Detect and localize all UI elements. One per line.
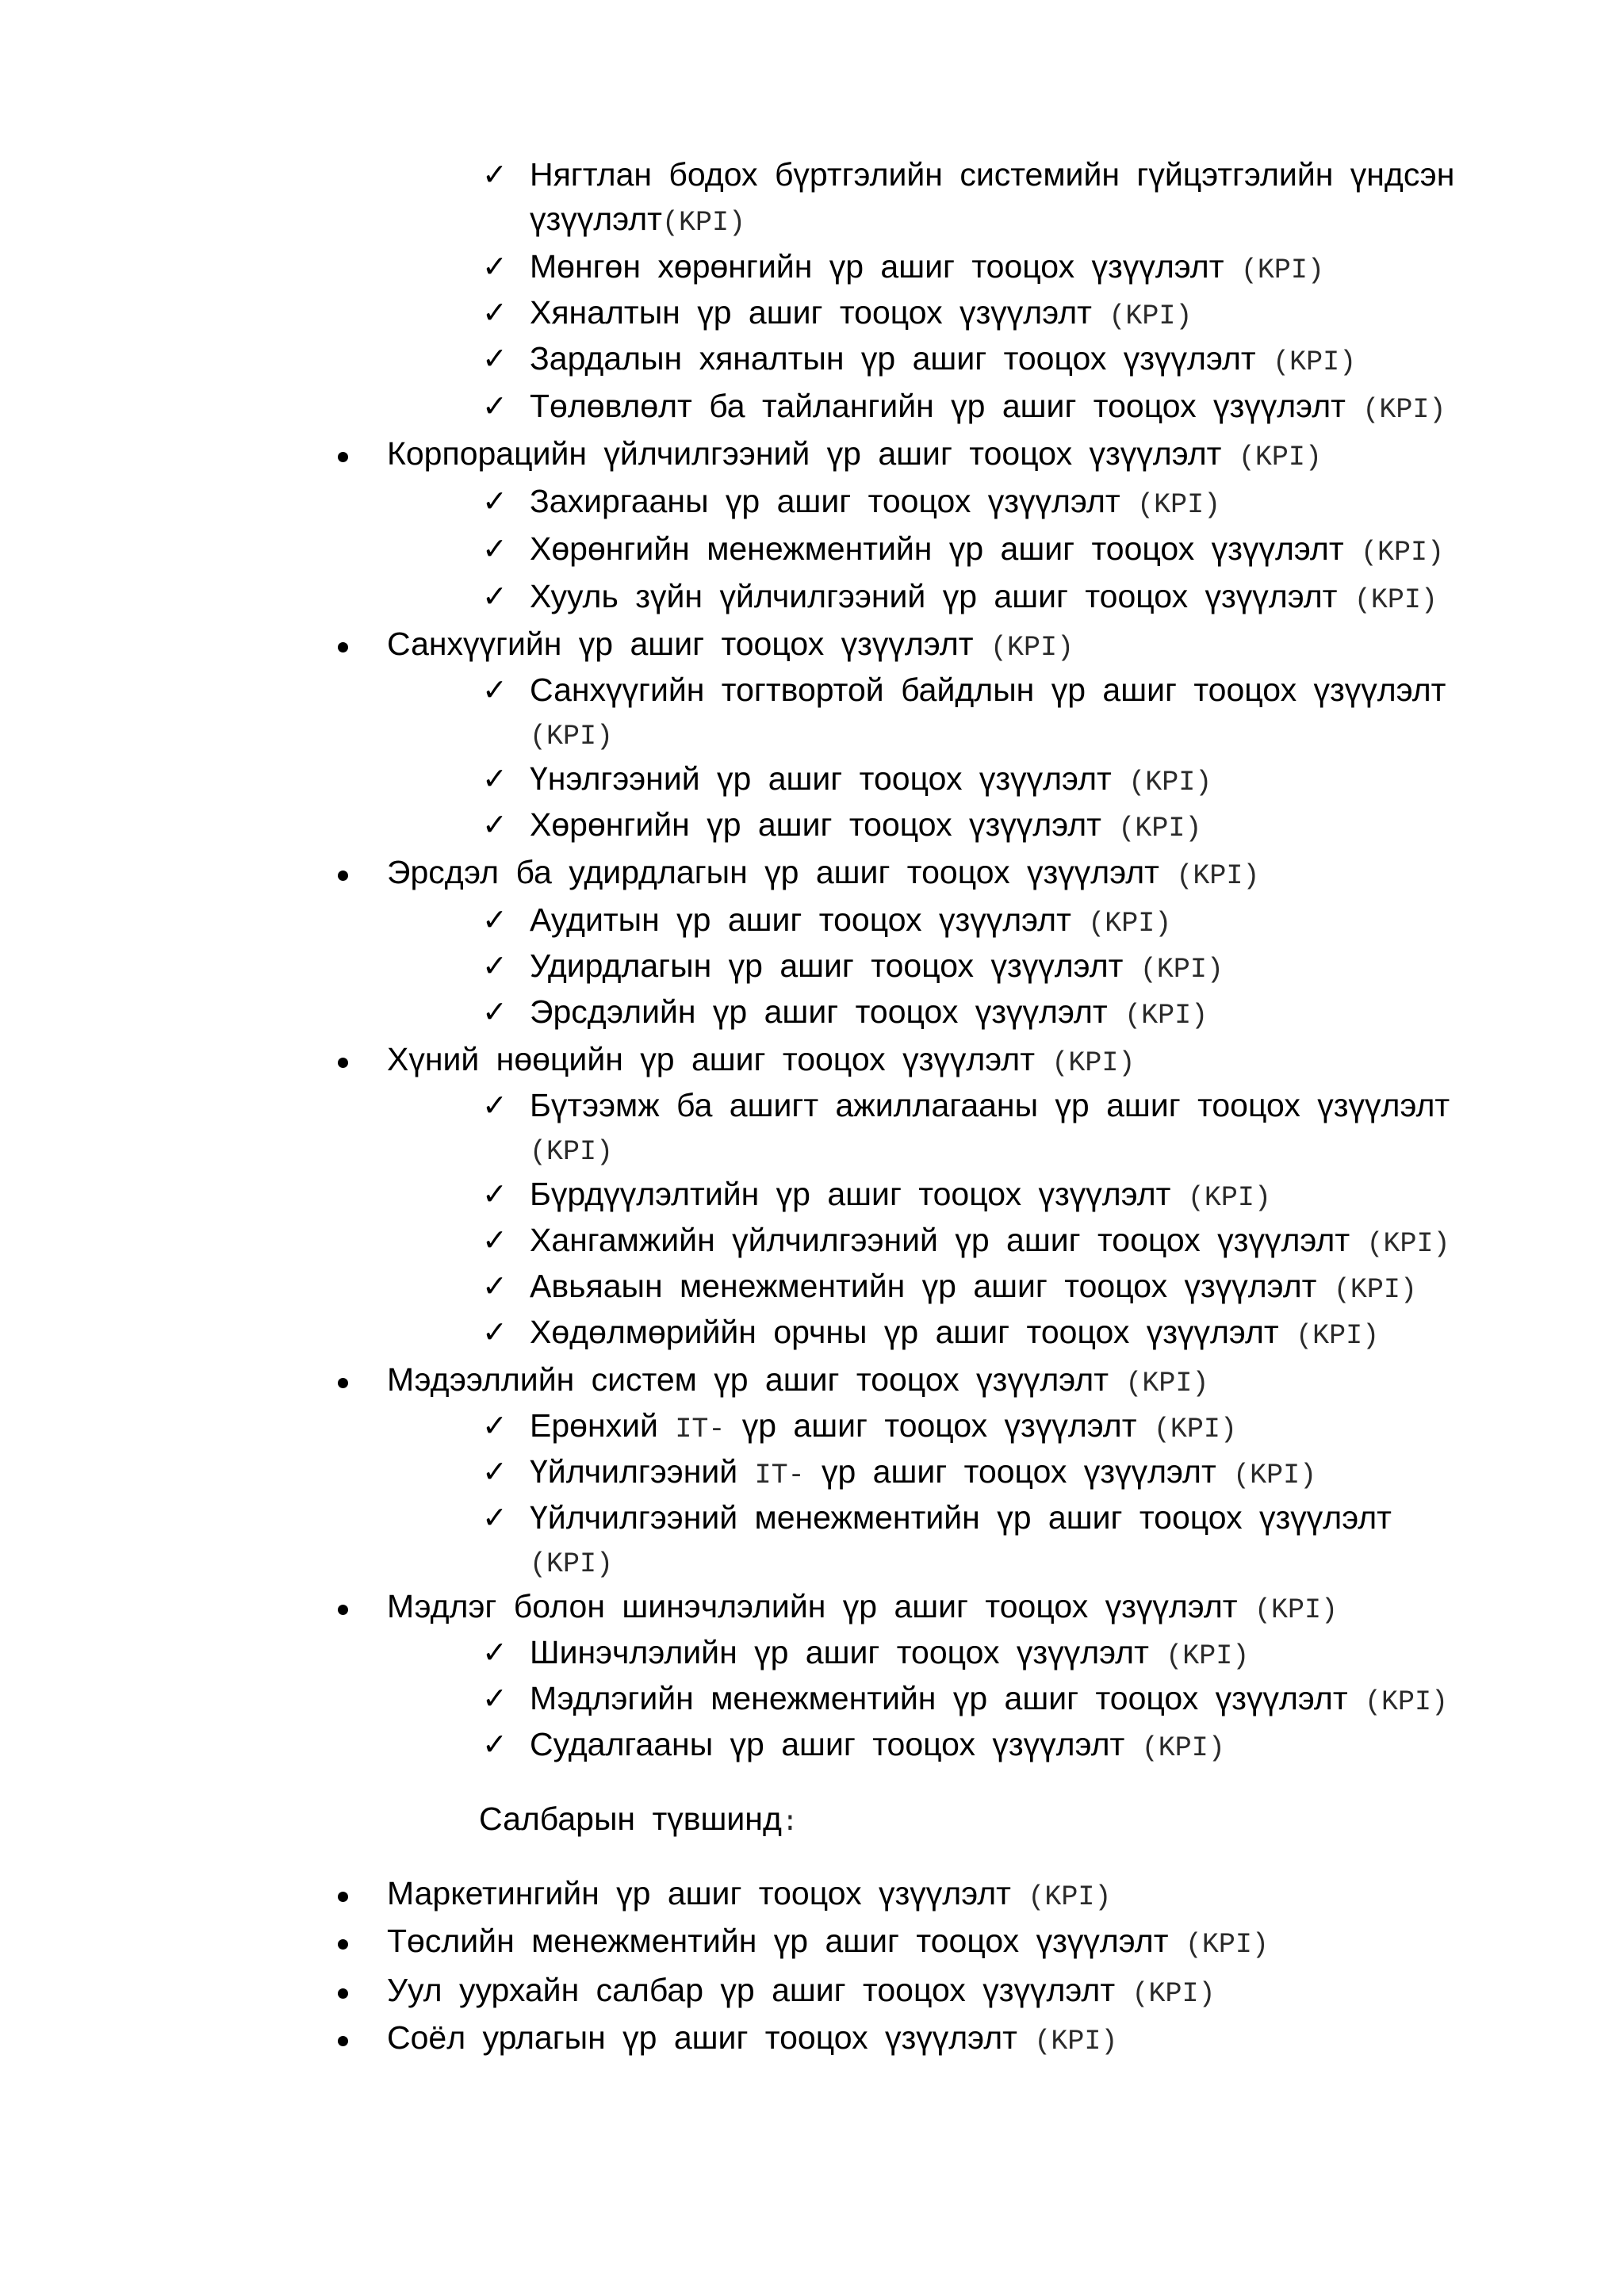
- heading-colon: :: [781, 1807, 799, 1839]
- sub-list-item: [530, 1129, 613, 1171]
- item-text: Хөрөнгийн менежментийн үр ашиг тооцох үзүүлэлт: [530, 530, 1344, 567]
- item-text: Үнэлгээний үр ашиг тооцох үзүүлэлт: [530, 760, 1112, 797]
- item-text: Шинэчлэлийн үр ашиг тооцох үзүүлэлт: [530, 1634, 1149, 1670]
- item-text: Хөрөнгийн үр ашиг тооцох үзүүлэлт: [530, 806, 1101, 843]
- item-text: Санхүүгийн үр ашиг тооцох үзүүлэлт: [387, 626, 974, 662]
- bullet-icon: [338, 2036, 348, 2046]
- kpi-label: (KPI): [1254, 1594, 1338, 1626]
- item-text: Маркетингийн үр ашиг тооцох үзүүлэлт: [387, 1875, 1011, 1911]
- bullet-icon: [338, 1892, 348, 1902]
- kpi-label: (KPI): [1361, 537, 1445, 568]
- checkmark-icon: ✓: [482, 994, 508, 1029]
- item-text: Эрсдэлийн үр ашиг тооцох үзүүлэлт: [530, 993, 1108, 1030]
- item-text-continued: үр ашиг тооцох үзүүлэлт: [741, 1407, 1137, 1444]
- sub-list-item: [530, 339, 1356, 381]
- item-text: Зардалын хяналтын үр ашиг тооцох үзүүлэлт: [530, 340, 1256, 377]
- kpi-label: (KPI): [1137, 489, 1221, 521]
- item-text: Судалгааны үр ашиг тооцох үзүүлэлт: [530, 1726, 1125, 1762]
- kpi-label: (KPI): [1141, 1732, 1225, 1764]
- item-text: Хөдөлмөриййн орчны үр ашиг тооцох үзүүлэлт: [530, 1314, 1279, 1350]
- item-text: үзүүлэлт: [530, 201, 662, 237]
- item-text: Салбарын түвшинд: [479, 1800, 782, 1837]
- item-text: Мөнгөн хөрөнгийн үр ашиг тооцох үзүүлэлт: [530, 248, 1224, 285]
- kpi-label: (KPI): [1139, 954, 1224, 985]
- list-item: [387, 1587, 1338, 1629]
- section-heading: [479, 1800, 799, 1842]
- kpi-label: (KPI): [990, 632, 1074, 664]
- kpi-label: (KPI): [1366, 1228, 1450, 1260]
- sub-list-item: [530, 993, 1208, 1035]
- list-item: [387, 1040, 1135, 1082]
- bullet-icon: [338, 1058, 348, 1068]
- kpi-label: (KPI): [1166, 1640, 1250, 1672]
- kpi-label: (KPI): [530, 1136, 614, 1168]
- item-text-continued: үр ашиг тооцох үзүүлэлт: [821, 1453, 1216, 1490]
- item-text: Хяналтын үр ашиг тооцох үзүүлэлт: [530, 294, 1092, 331]
- checkmark-icon: ✓: [482, 1314, 508, 1349]
- checkmark-icon: ✓: [482, 672, 508, 707]
- sub-list-item: [530, 1725, 1225, 1767]
- kpi-label: (KPI): [1233, 1460, 1317, 1491]
- bullet-icon: [338, 1988, 348, 1999]
- checkmark-icon: ✓: [482, 295, 508, 330]
- sub-list-item: [530, 577, 1438, 619]
- kpi-label: (KPI): [1185, 1929, 1269, 1961]
- checkmark-icon: ✓: [482, 1088, 508, 1123]
- sub-list-item: [530, 155, 1454, 193]
- item-text: Мэдлэгийн менежментийн үр ашиг тооцох үзүүлэлт: [530, 1680, 1348, 1716]
- item-text: Уул уурхайн салбар үр ашиг тооцох үзүүлэлт: [387, 1972, 1116, 2008]
- checkmark-icon: ✓: [482, 341, 508, 376]
- sub-list-item: [530, 247, 1324, 289]
- sub-list-item: [530, 482, 1220, 524]
- item-text: Төслийн менежментийн үр ашиг тооцох үзүүлэлт: [387, 1923, 1169, 1959]
- item-text: Ерөнхий: [530, 1407, 658, 1444]
- item-text: Бүтээмж ба ашигт ажиллагааны үр ашиг тооцох үзүүлэлт: [530, 1087, 1450, 1123]
- item-abbrev: IT-: [675, 1414, 726, 1445]
- kpi-label: (KPI): [530, 1548, 614, 1580]
- item-text: Мэдээллийн систем үр ашиг тооцох үзүүлэлт: [387, 1361, 1109, 1398]
- sub-list-item: [530, 293, 1192, 335]
- item-text: Үйлчилгээний: [530, 1453, 738, 1490]
- list-item: [387, 1874, 1111, 1916]
- bullet-icon: [338, 642, 348, 652]
- kpi-label: (KPI): [1028, 1881, 1112, 1913]
- sub-list-item: [530, 1633, 1249, 1675]
- item-text: Соёл урлагын үр ашиг тооцох үзүүлэлт: [387, 2019, 1017, 2056]
- kpi-label: (KPI): [1128, 767, 1212, 798]
- item-text: Бүрдүүлэлтийн үр ашиг тооцох үзүүлэлт: [530, 1176, 1171, 1212]
- checkmark-icon: ✓: [482, 249, 508, 284]
- kpi-label: (KPI): [530, 721, 614, 752]
- item-text: Үйлчилгээний менежментийн үр ашиг тооцох үзүүлэлт: [530, 1499, 1392, 1536]
- sub-list-item: [530, 760, 1212, 802]
- sub-list-item: [530, 1498, 1392, 1536]
- sub-list-item: [530, 714, 613, 756]
- kpi-label: (KPI): [1365, 1686, 1449, 1718]
- checkmark-icon: ✓: [482, 157, 508, 192]
- item-text: Нягтлан бодох бүртгэлийн системийн гүйцэтгэлийн үндсэн: [530, 156, 1455, 193]
- checkmark-icon: ✓: [482, 1500, 508, 1535]
- sub-list-item: [530, 1175, 1271, 1217]
- checkmark-icon: ✓: [482, 531, 508, 566]
- sub-list-item: [530, 1267, 1417, 1309]
- kpi-label: (KPI): [1176, 860, 1260, 892]
- sub-list-item: [530, 671, 1446, 709]
- item-text: Корпорацийн үйлчилгээний үр ашиг тооцох үзүүлэлт: [387, 435, 1222, 472]
- kpi-label: (KPI): [1125, 1368, 1209, 1399]
- kpi-label: (KPI): [1124, 1000, 1208, 1031]
- checkmark-icon: ✓: [482, 761, 508, 796]
- sub-list-item: [530, 530, 1444, 572]
- checkmark-icon: ✓: [482, 1269, 508, 1303]
- item-text: Төлөвлөлт ба тайлангийн үр ашиг тооцох үзүүлэлт: [530, 388, 1346, 424]
- sub-list-item: [530, 1313, 1379, 1355]
- kpi-label: (KPI): [1132, 1978, 1216, 2010]
- item-text: Захиргааны үр ашиг тооцох үзүүлэлт: [530, 483, 1120, 519]
- bullet-icon: [338, 1378, 348, 1388]
- item-text: Хүний нөөцийн үр ашиг тооцох үзүүлэлт: [387, 1041, 1036, 1077]
- kpi-label: (KPI): [1362, 394, 1446, 426]
- sub-list-item: [530, 901, 1171, 943]
- checkmark-icon: ✓: [482, 1177, 508, 1211]
- kpi-label: (KPI): [1273, 346, 1357, 378]
- kpi-label: (KPI): [1354, 584, 1438, 616]
- item-text: Мэдлэг болон шинэчлэлийн үр ашиг тооцох үзүүлэлт: [387, 1588, 1238, 1624]
- list-item: [387, 1922, 1269, 1964]
- checkmark-icon: ✓: [482, 1635, 508, 1670]
- kpi-label: (KPI): [1034, 2026, 1118, 2057]
- item-text: Эрсдэл ба удирдлагын үр ашиг тооцох үзүүлэлт: [387, 854, 1159, 890]
- item-text: Аудитын үр ашиг тооцох үзүүлэлт: [530, 901, 1071, 938]
- checkmark-icon: ✓: [482, 1681, 508, 1716]
- list-item: [387, 2019, 1117, 2061]
- kpi-label: (KPI): [1238, 442, 1322, 473]
- kpi-label: (KPI): [1240, 254, 1324, 286]
- sub-list-item: [530, 1541, 613, 1583]
- checkmark-icon: ✓: [482, 484, 508, 519]
- sub-list-item: [530, 1221, 1450, 1263]
- list-item: [387, 625, 1074, 667]
- bullet-icon: [338, 1939, 348, 1950]
- checkmark-icon: ✓: [482, 579, 508, 614]
- checkmark-icon: ✓: [482, 388, 508, 423]
- item-text: Хангамжийн үйлчилгээний үр ашиг тооцох үзүүлэлт: [530, 1222, 1350, 1258]
- kpi-label: (KPI): [1333, 1274, 1417, 1306]
- sub-list-item: [530, 1679, 1448, 1721]
- bullet-icon: [338, 452, 348, 462]
- checkmark-icon: ✓: [482, 807, 508, 842]
- sub-list-item: [530, 1406, 1237, 1448]
- kpi-label: (KPI): [661, 207, 745, 239]
- item-abbrev: IT-: [754, 1460, 805, 1491]
- sub-list-item: [530, 1452, 1316, 1494]
- kpi-label: (KPI): [1109, 300, 1193, 332]
- sub-list-item: [530, 200, 745, 242]
- sub-list-item: [530, 1086, 1450, 1124]
- sub-list-item: [530, 947, 1224, 989]
- checkmark-icon: ✓: [482, 1454, 508, 1489]
- item-text: Авьяаын менежментийн үр ашиг тооцох үзүүлэлт: [530, 1268, 1317, 1304]
- sub-list-item: [530, 387, 1446, 429]
- kpi-label: (KPI): [1118, 813, 1202, 844]
- list-item: [387, 1360, 1208, 1402]
- kpi-label: (KPI): [1051, 1047, 1136, 1079]
- checkmark-icon: ✓: [482, 948, 508, 983]
- checkmark-icon: ✓: [482, 1223, 508, 1257]
- item-text: Санхүүгийн тогтвортой байдлын үр ашиг тооцох үзүүлэлт: [530, 672, 1446, 708]
- list-item: [387, 1971, 1216, 2013]
- item-text: Хууль зүйн үйлчилгээний үр ашиг тооцох үзүүлэлт: [530, 578, 1338, 614]
- checkmark-icon: ✓: [482, 1727, 508, 1762]
- kpi-label: (KPI): [1187, 1182, 1271, 1214]
- list-item: [387, 434, 1322, 476]
- sub-list-item: [530, 806, 1201, 848]
- bullet-icon: [338, 871, 348, 881]
- checkmark-icon: ✓: [482, 1408, 508, 1443]
- kpi-label: (KPI): [1296, 1320, 1380, 1352]
- list-item: [387, 853, 1259, 895]
- checkmark-icon: ✓: [482, 902, 508, 937]
- kpi-label: (KPI): [1088, 908, 1172, 939]
- kpi-label: (KPI): [1153, 1414, 1237, 1445]
- item-text: Удирдлагын үр ашиг тооцох үзүүлэлт: [530, 947, 1124, 984]
- bullet-icon: [338, 1605, 348, 1615]
